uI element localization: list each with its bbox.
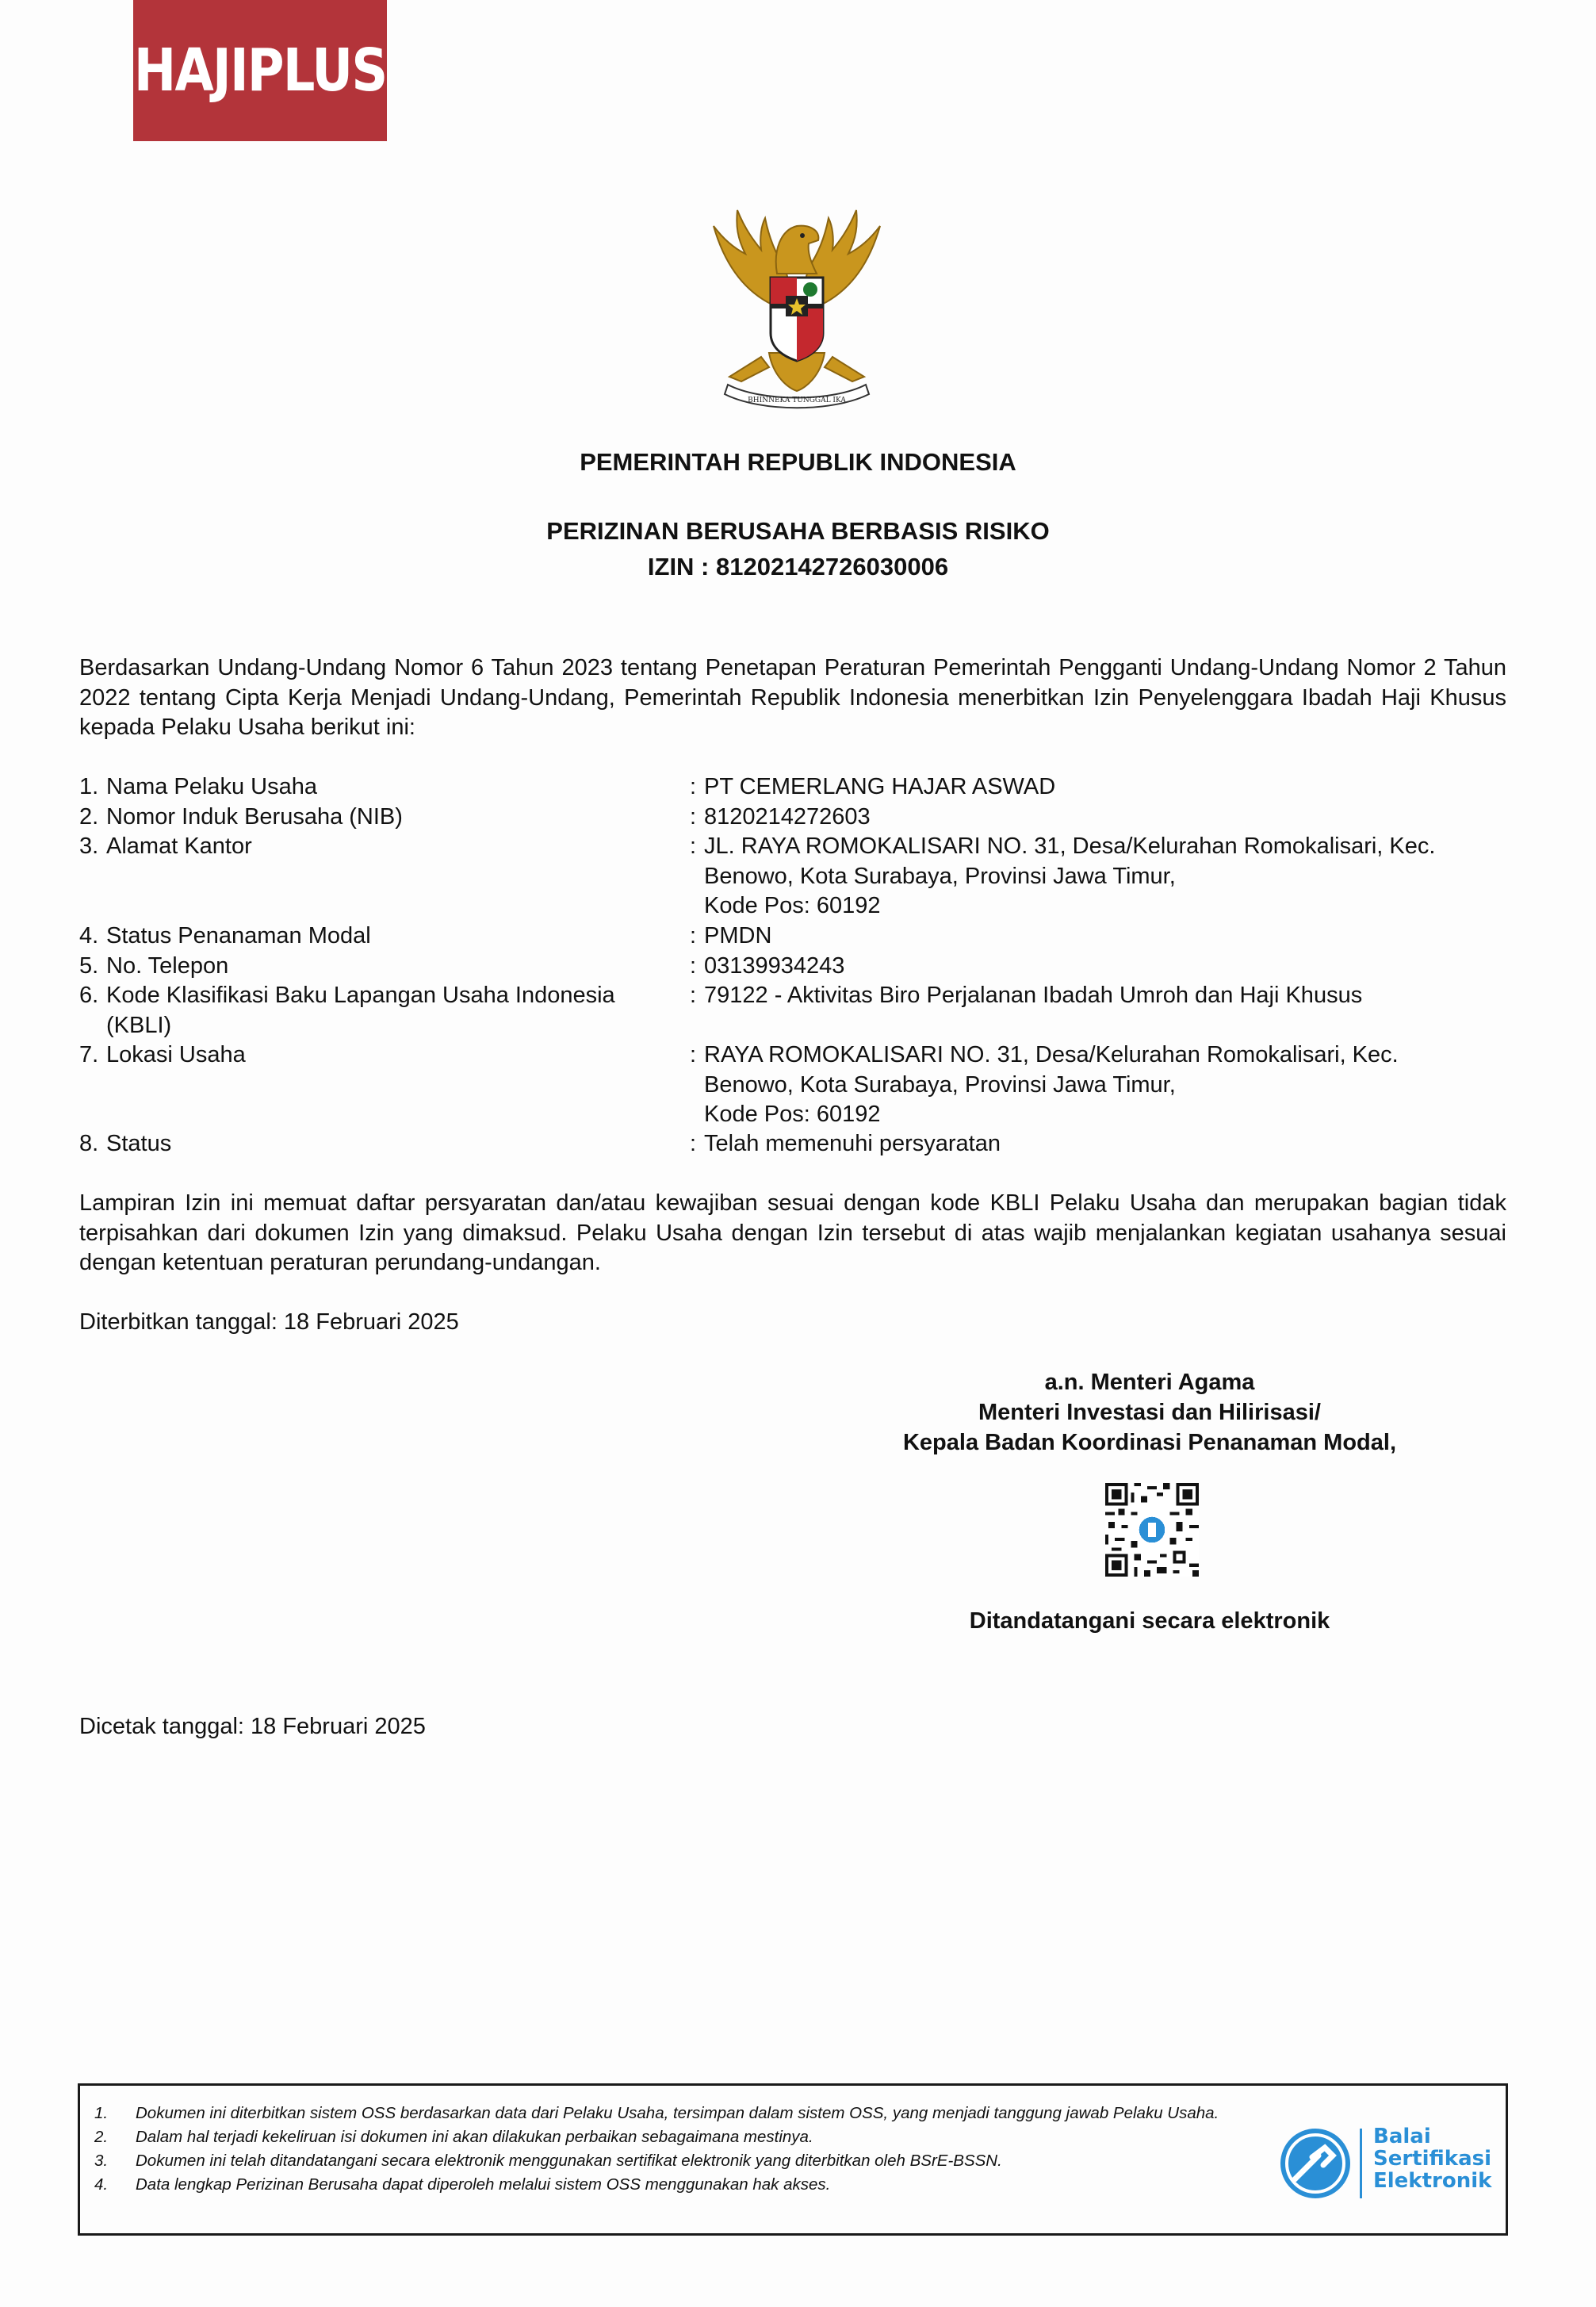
signatory-line-3: Kepala Badan Koordinasi Penanaman Modal, (902, 1430, 1397, 1455)
footer-note: 3. Dokumen ini telah ditandatangani secara elektronik menggunakan sertifikat elektronik yang diterbitkan oleh BSrE-BSSN. (94, 2152, 1002, 2170)
field-value: PMDN (704, 923, 772, 948)
footer-note: 4. Data lengkap Perizinan Berusaha dapat diperoleh melalui sistem OSS menggunakan hak akses. (94, 2175, 831, 2194)
footer-notes-list (94, 2102, 1331, 2197)
government-heading: PEMERINTAH REPUBLIK INDONESIA (580, 448, 1016, 476)
attachment-paragraph: Lampiran Izin ini memuat daftar persyaratan dan/atau kewajiban sesuai dengan kode KBLI Pelaku Usaha dan merupakan bagian tidak terpisahkan dari dokumen Izin yang dimaksud. Pelaku Usaha dengan Izin tersebut di atas wajib menjalankan kegiatan usahanya sesuai dengan ketentuan peraturan perundang-undangan. (79, 1190, 1506, 1275)
field-label: 8. Status (79, 1131, 172, 1156)
hajiplus-watermark (133, 0, 387, 141)
field-label: 5. No. Telepon (79, 953, 229, 979)
field-value: JL. RAYA ROMOKALISARI NO. 31, Desa/Kelurahan Romokalisari, Kec. Benowo, Kota Surabaya, Provinsi Jawa Timur, Kode Pos: 60192 (704, 834, 1436, 918)
permit-number: IZIN : 81202142726030006 (647, 553, 949, 581)
field-row: 7. Lokasi Usaha : RAYA ROMOKALISARI NO. 31, Desa/Kelurahan Romokalisari, Kec. Benowo, Kota Surabaya, Provinsi Jawa Timur, Kode Pos: 60192 (79, 1040, 1506, 1130)
hajiplus-logo-text: HAJIPLUS (133, 36, 387, 105)
field-value: 79122 - Aktivitas Biro Perjalanan Ibadah Umroh dan Haji Khusus (704, 983, 1363, 1008)
signed-electronically: Ditandatangani secara elektronik (969, 1608, 1330, 1634)
footer-note: 1. Dokumen ini diterbitkan sistem OSS berdasarkan data dari Pelaku Usaha, tersimpan dalam sistem OSS, yang menjadi tanggung jawab Pelaku Usaha. (94, 2104, 1219, 2122)
garuda-pancasila-icon (682, 194, 912, 424)
document-title: PERIZINAN BERUSAHA BERBASIS RISIKO (546, 517, 1050, 545)
field-row: 3. Alamat Kantor : JL. RAYA ROMOKALISARI NO. 31, Desa/Kelurahan Romokalisari, Kec. Benowo, Kota Surabaya, Provinsi Jawa Timur, Kode Pos: 60192 (79, 832, 1506, 922)
intro-paragraph: Berdasarkan Undang-Undang Nomor 6 Tahun 2023 tentang Penetapan Peraturan Pemerintah Pengganti Undang-Undang Nomor 2 Tahun 2022 tentang Cipta Kerja Menjadi Undang-Undang, Pemerintah Republik Indonesia menerbitkan Izin Penyelenggara Ibadah Haji Khusus kepada Pelaku Usaha berikut ini: (79, 655, 1506, 740)
issued-date: Diterbitkan tanggal: 18 Februari 2025 (79, 1309, 459, 1335)
signatory-line-1: a.n. Menteri Agama (1044, 1370, 1255, 1395)
field-label: 7. Lokasi Usaha (79, 1042, 246, 1067)
field-label: 2. Nomor Induk Berusaha (NIB) (79, 804, 403, 830)
field-row: 2. Nomor Induk Berusaha (NIB) : 8120214272603 (79, 803, 1506, 833)
qr-code-icon[interactable] (1105, 1483, 1199, 1577)
printed-date: Dicetak tanggal: 18 Februari 2025 (79, 1714, 426, 1739)
field-value: PT CEMERLANG HAJAR ASWAD (704, 774, 1056, 799)
signatory-line-2: Menteri Investasi dan Hilirisasi/ (978, 1400, 1321, 1425)
field-label: 1. Nama Pelaku Usaha (79, 774, 317, 799)
field-row: 4. Status Penanaman Modal : PMDN (79, 922, 1506, 952)
field-label: 4. Status Penanaman Modal (79, 923, 371, 948)
footer-notes-box (78, 2083, 1508, 2236)
bsre-logo-text: Balai Sertifikasi Elektronik (1373, 2125, 1492, 2193)
field-value: RAYA ROMOKALISARI NO. 31, Desa/Kelurahan Romokalisari, Kec. Benowo, Kota Surabaya, Provinsi Jawa Timur, Kode Pos: 60192 (704, 1042, 1399, 1127)
field-value: 03139934243 (704, 953, 845, 979)
field-row: 5. No. Telepon : 03139934243 (79, 952, 1506, 982)
field-value: Telah memenuhi persyaratan (704, 1131, 1001, 1156)
field-row: 1. Nama Pelaku Usaha : PT CEMERLANG HAJAR ASWAD (79, 772, 1506, 803)
field-value: 8120214272603 (704, 804, 871, 830)
field-row: 6. Kode Klasifikasi Baku Lapangan Usaha Indonesia (KBLI) : 79122 - Aktivitas Biro Perjalanan Ibadah Umroh dan Haji Khusus (79, 981, 1506, 1040)
footer-note: 2. Dalam hal terjadi kekeliruan isi dokumen ini akan dilakukan perbaikan sebagaimana mestinya. (94, 2128, 813, 2146)
emblem-motto: BHINNEKA TUNGGAL IKA (748, 397, 846, 404)
field-label: 3. Alamat Kantor (79, 834, 252, 859)
field-label: 6. Kode Klasifikasi Baku Lapangan Usaha Indonesia (KBLI) (79, 983, 615, 1038)
field-row: 8. Status : Telah memenuhi persyaratan (79, 1129, 1506, 1159)
